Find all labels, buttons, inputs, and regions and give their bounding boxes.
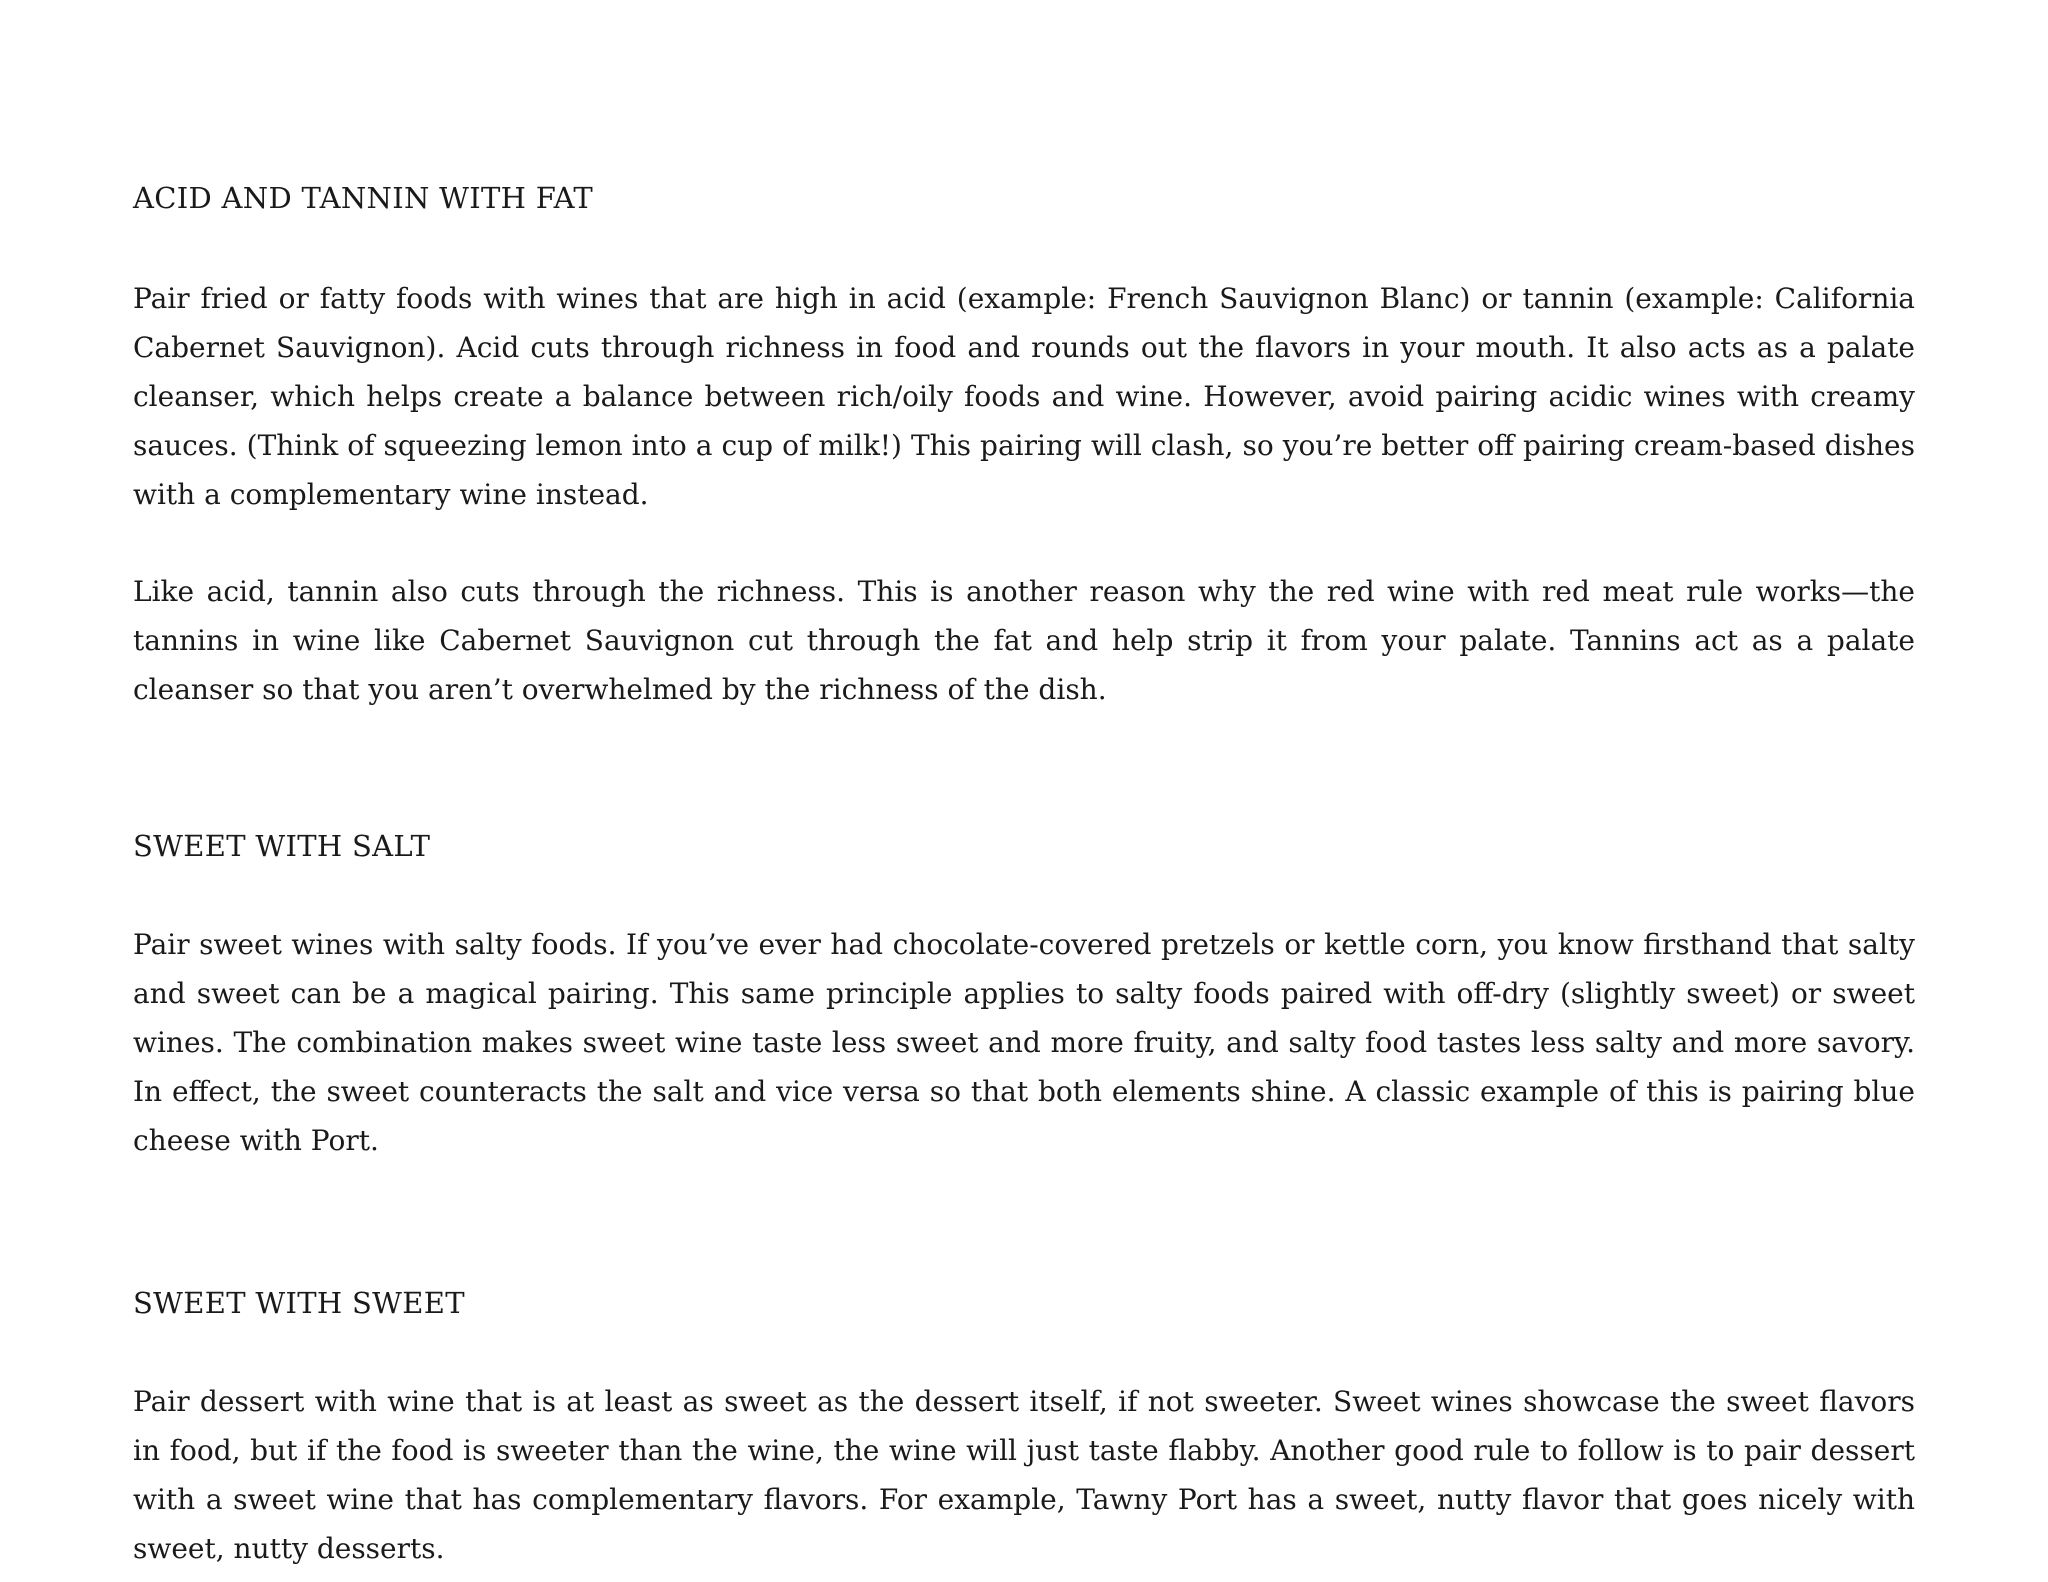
section-heading-sweet-sweet: SWEET WITH SWEET	[133, 1286, 465, 1320]
section-heading-acid-tannin-fat: ACID AND TANNIN WITH FAT	[133, 181, 593, 215]
paragraph-sweet-salt: Pair sweet wines with salty foods. If you’ve ever had chocolate-covered pretzels or kettle corn, you know firsthand that salty and sweet can be a magical pairing. This same principle applies to salty foods paired with off-dry (slightly sweet) or sweet wines. The combination makes sweet wine taste less sweet and more fruity, and salty food tastes less salty and more savory. In effect, the sweet counteracts the salt and vice versa so that both elements shine. A classic example of this is pairing blue cheese with Port.	[133, 928, 1915, 1157]
paragraph-tannin: Like acid, tannin also cuts through the richness. This is another reason why the red wine with red meat rule works—the tannins in wine like Cabernet Sauvignon cut through the fat and help strip it from your palate. Tannins act as a palate cleanser so that you aren’t overwhelmed by the richness of the dish.	[133, 575, 1915, 706]
document-body	[133, 178, 1915, 1573]
section-heading-sweet-salt: SWEET WITH SALT	[133, 829, 431, 863]
paragraph-sweet-sweet: Pair dessert with wine that is at least as sweet as the dessert itself, if not sweeter. Sweet wines showcase the sweet flavors in food, but if the food is sweeter than the wine, the wine will just taste flabby. Another good rule to follow is to pair dessert with a sweet wine that has complementary flavors. For example, Tawny Port has a sweet, nutty flavor that goes nicely with sweet, nutty desserts.	[133, 1385, 1915, 1565]
paragraph-acid: Pair fried or fatty foods with wines that are high in acid (example: French Sauvignon Blanc) or tannin (example: California Cabernet Sauvignon). Acid cuts through richness in food and rounds out the flavors in your mouth. It also acts as a palate cleanser, which helps create a balance between rich/oily foods and wine. However, avoid pairing acidic wines with creamy sauces. (Think of squeezing lemon into a cup of milk!) This pairing will clash, so you’re better off pairing cream-based dishes with a complementary wine instead.	[133, 282, 1915, 511]
